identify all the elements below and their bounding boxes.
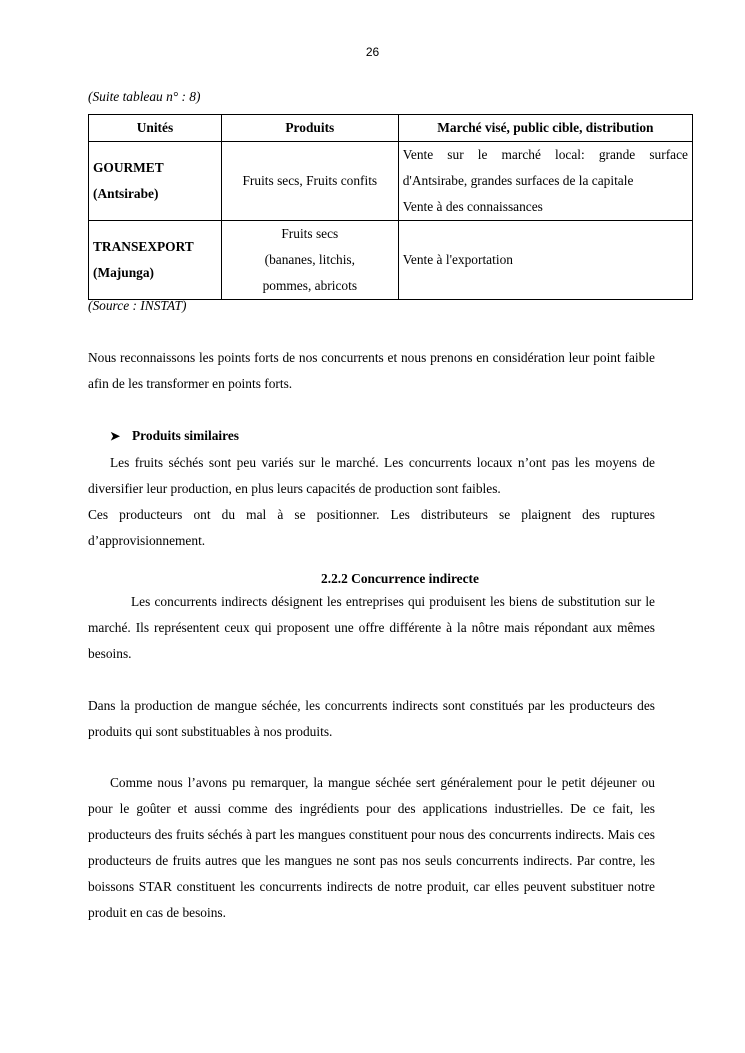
competitors-table <box>88 114 693 300</box>
table-header-row <box>89 115 693 142</box>
products-cell: Fruits secs, Fruits confits <box>221 142 398 221</box>
bullet-heading-text: Produits similaires <box>132 428 240 443</box>
section-title: 2.2.2 Concurrence indirecte <box>321 571 479 586</box>
table-row <box>89 221 693 300</box>
paragraph: Les fruits séchés sont peu variés sur le marché. Les concurrents locaux n’ont pas les moyens de diversifier leur production, en plus leurs capacités de production sont faibles. <box>88 455 655 496</box>
market-extra: Vente à des connaissances <box>402 199 543 214</box>
paragraph: Ces producteurs ont du mal à se positionner. Les distributeurs se plaignent des ruptures d’approvisionnement. <box>88 507 655 548</box>
header-units: Unités <box>89 115 222 142</box>
unit-name: TRANSEXPORT <box>93 239 194 254</box>
market-cell: Vente à l'exportation <box>398 221 692 300</box>
header-products: Produits <box>221 115 398 142</box>
header-market: Marché visé, public cible, distribution <box>398 115 692 142</box>
bullet-heading <box>110 428 239 444</box>
unit-cell <box>89 142 222 221</box>
paragraph: Dans la production de mangue séchée, les concurrents indirects sont constitués par les producteurs des produits qui sont substituables à nos produits. <box>88 698 655 739</box>
unit-place: (Majunga) <box>93 265 154 280</box>
paragraph: Nous reconnaissons les points forts de nos concurrents et nous prenons en considération leur point faible afin de les transformer en points forts. <box>88 350 655 391</box>
arrow-bullet-icon: ➤ <box>110 429 121 443</box>
unit-cell <box>89 221 222 300</box>
paragraph: Comme nous l’avons pu remarquer, la mangue séchée sert généralement pour le petit déjeuner ou pour le goûter et aussi comme des ingrédients pour des applications industrielles. De ce fait, les producteurs des fruits séchés à part les mangues constituent pour nous des concurrents indirects. Mais ces producteurs de fruits autres que les mangues ne sont pas nos seuls concurrents indirects. Par contre, les boissons STAR constituent les concurrents indirects de notre produit, car elles peuvent substituer notre produit en cas de besoins. <box>88 775 655 920</box>
page-number: 26 <box>365 45 380 59</box>
market-cell <box>398 142 692 221</box>
table-row <box>89 142 693 221</box>
market-text: Vente sur le marché local: grande surface d'Antsirabe, grandes surfaces de la capitale <box>402 147 688 188</box>
paragraph: Les concurrents indirects désignent les entreprises qui produisent les biens de substitution sur le marché. Ils représentent ceux qui proposent une offre différente à la nôtre mais répondant aux mêmes besoins. <box>88 594 655 661</box>
unit-place: (Antsirabe) <box>93 186 159 201</box>
unit-name: GOURMET <box>93 160 164 175</box>
table-caption: (Suite tableau n° : 8) <box>88 89 201 104</box>
products-cell: Fruits secs (bananes, litchis, pommes, abricots <box>221 221 398 300</box>
table-source: (Source : INSTAT) <box>88 298 187 313</box>
